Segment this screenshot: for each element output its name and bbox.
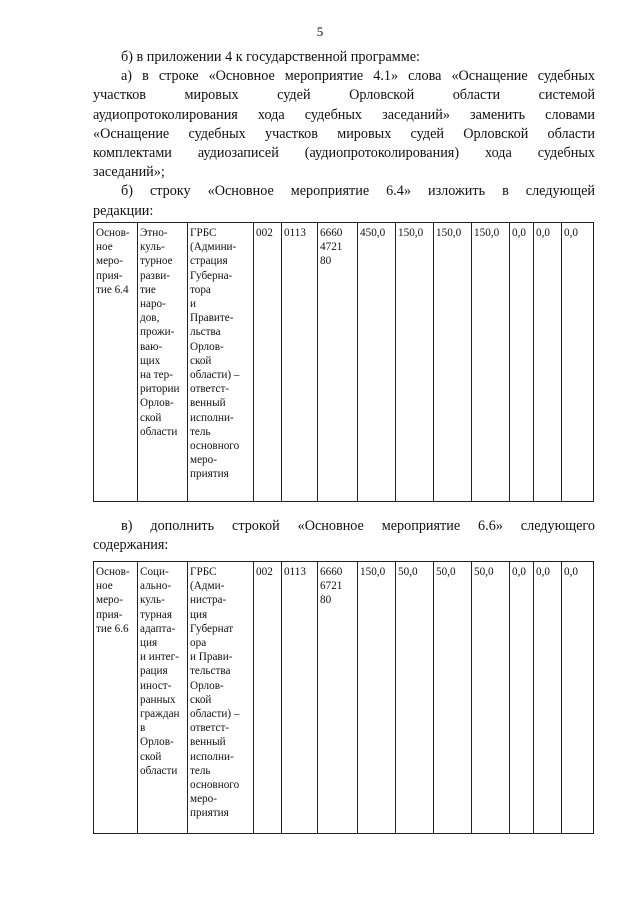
intro-line-a6: заседаний»;: [93, 164, 165, 181]
cell-line: ской: [190, 354, 212, 367]
cell-line: граждан: [140, 708, 180, 721]
cell-line: 6660: [320, 227, 343, 239]
cell-line: (Адми-: [190, 580, 225, 593]
cell-line: 6660: [320, 566, 343, 578]
cell-line: тель: [190, 425, 211, 438]
cell-line: (Админи-: [190, 241, 237, 254]
cell-line: меро-: [190, 454, 217, 467]
cell-line: куль-: [140, 594, 165, 607]
cell-line: прия-: [96, 608, 123, 621]
intro-line-a2: участков мировых судей Орловской области системой: [93, 87, 595, 104]
value-cell: 0,0: [510, 223, 534, 502]
cell-line: основного: [190, 779, 240, 792]
cell-line: меро-: [96, 594, 123, 607]
cell-line: 6721: [320, 580, 343, 593]
cell-line: ГРБС: [190, 566, 217, 578]
cell-line: и Прави-: [190, 651, 233, 664]
intro-line-a5: комплектами аудиозаписей (аудиопротоколирования) хода судебных: [93, 145, 595, 162]
intro-line-a4: «Оснащение судебных участков мировых судей Орловской области: [93, 125, 595, 142]
intro-line-b: б) в приложении 4 к государственной программе:: [121, 49, 420, 65]
cell-line: Орлов-: [190, 679, 224, 692]
cell-line: ской: [140, 411, 162, 424]
cell-line: приятия: [190, 807, 229, 820]
cell-line: иност-: [140, 679, 172, 692]
cell-line: тие: [140, 283, 156, 296]
cell-line: льства: [190, 326, 221, 339]
cell-line: адапта-: [140, 622, 176, 635]
cell-line: области) –: [190, 369, 240, 382]
cell-line: Основ-: [96, 227, 130, 239]
middle-paragraph: [93, 517, 595, 555]
cell-line: ответст-: [190, 722, 230, 735]
cell-line: и: [190, 298, 196, 311]
executor-cell: [188, 223, 254, 502]
target-article-cell: [318, 562, 358, 834]
cell-line: страция: [190, 255, 228, 268]
intro-paragraph: [93, 48, 595, 221]
cell-line: Правите-: [190, 312, 234, 325]
cell-line: ритории: [140, 383, 180, 396]
cell-line: Основ-: [96, 566, 130, 578]
cell-line: дов,: [140, 312, 160, 325]
cell-line: ской: [140, 750, 162, 763]
cell-line: тель: [190, 764, 211, 777]
cell-line: области) –: [190, 708, 240, 721]
cell-line: нистра-: [190, 594, 227, 607]
intro-line-c1: б) строку «Основное мероприятие 6.4» изложить в следующей: [121, 183, 595, 200]
grbs-code-cell: 002: [254, 562, 282, 834]
cell-line: Губернат: [190, 622, 234, 635]
measure-code-cell: [94, 223, 138, 502]
cell-line: турная: [140, 608, 173, 621]
page-number: 5: [316, 24, 324, 39]
value-cell: 50,0: [396, 562, 434, 834]
cell-line: Орлов-: [140, 736, 174, 749]
cell-line: исполни-: [190, 411, 234, 424]
value-total-cell: 150,0: [358, 562, 396, 834]
executor-cell: [188, 562, 254, 834]
measure-name-cell: [138, 223, 188, 502]
cell-line: рация: [140, 665, 168, 678]
cell-line: 80: [320, 594, 332, 607]
value-cell: 150,0: [396, 223, 434, 502]
cell-line: Орлов-: [140, 397, 174, 410]
intro-line-a3: аудиопротоколирования хода судебных заседаний» заменить словами: [93, 106, 595, 123]
cell-line: ально-: [140, 580, 172, 593]
value-cell: 0,0: [534, 223, 562, 502]
measure-name-cell: [138, 562, 188, 834]
intro-line-c2: редакции:: [93, 202, 154, 219]
cell-line: меро-: [96, 255, 123, 268]
cell-line: на тер-: [140, 369, 173, 382]
value-cell: 50,0: [434, 562, 472, 834]
table-row: [94, 562, 594, 834]
cell-line: Соци-: [140, 566, 169, 578]
table-row: [94, 223, 594, 502]
value-total-cell: 450,0: [358, 223, 396, 502]
section-code-cell: 0113: [282, 562, 318, 834]
cell-line: разви-: [140, 269, 170, 282]
value-cell: 0,0: [510, 562, 534, 834]
cell-line: турное: [140, 255, 173, 268]
cell-line: и интег-: [140, 651, 179, 664]
middle-line-2: содержания:: [93, 537, 169, 554]
cell-line: ция: [190, 608, 208, 621]
cell-line: Орлов-: [190, 340, 224, 353]
cell-line: ора: [190, 637, 207, 650]
cell-line: ответст-: [190, 383, 230, 396]
cell-line: ГРБС: [190, 227, 217, 239]
cell-line: щих: [140, 354, 161, 367]
value-cell: 0,0: [562, 562, 594, 834]
cell-line: 4721: [320, 241, 343, 254]
cell-line: прожи-: [140, 326, 175, 339]
cell-line: прия-: [96, 269, 123, 282]
measure-6-4-table: [93, 222, 594, 502]
cell-line: ное: [96, 241, 113, 254]
middle-line-1: в) дополнить строкой «Основное мероприятие 6.6» следующего: [121, 518, 595, 534]
cell-line: Губерна-: [190, 269, 233, 282]
cell-line: ное: [96, 580, 113, 593]
cell-line: области: [140, 425, 178, 438]
cell-line: меро-: [190, 793, 217, 806]
cell-line: венный: [190, 397, 226, 410]
cell-line: тора: [190, 283, 211, 296]
cell-line: ской: [190, 693, 212, 706]
cell-line: основного: [190, 440, 240, 453]
cell-line: ция: [140, 637, 158, 650]
cell-line: ваю-: [140, 340, 163, 353]
value-cell: 0,0: [562, 223, 594, 502]
cell-line: наро-: [140, 298, 166, 311]
cell-line: тие 6.6: [96, 622, 129, 635]
cell-line: венный: [190, 736, 226, 749]
cell-line: приятия: [190, 468, 229, 481]
cell-line: области: [140, 764, 178, 777]
value-cell: 150,0: [434, 223, 472, 502]
grbs-code-cell: 002: [254, 223, 282, 502]
intro-line-a1: а) в строке «Основное мероприятие 4.1» слова «Оснащение судебных: [121, 68, 595, 85]
cell-line: исполни-: [190, 750, 234, 763]
section-code-cell: 0113: [282, 223, 318, 502]
cell-line: куль-: [140, 241, 165, 254]
value-cell: 0,0: [534, 562, 562, 834]
value-cell: 50,0: [472, 562, 510, 834]
cell-line: 80: [320, 255, 332, 268]
target-article-cell: [318, 223, 358, 502]
measure-6-6-table: [93, 561, 594, 834]
cell-line: тельства: [190, 665, 231, 678]
value-cell: 150,0: [472, 223, 510, 502]
measure-code-cell: [94, 562, 138, 834]
cell-line: в: [140, 722, 146, 735]
cell-line: Этно-: [140, 227, 168, 239]
cell-line: тие 6.4: [96, 283, 129, 296]
cell-line: ранных: [140, 693, 176, 706]
